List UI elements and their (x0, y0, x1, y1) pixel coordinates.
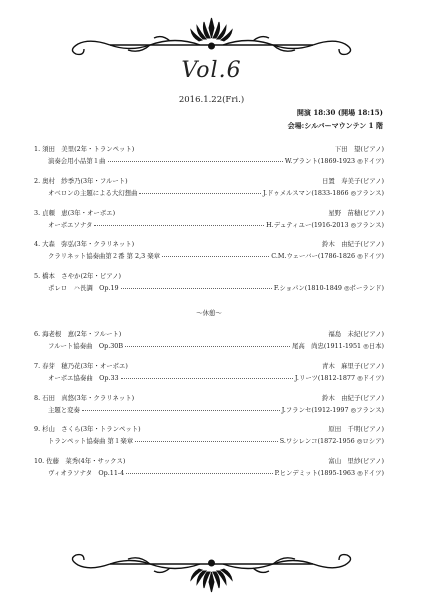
accompanist: 星野 苗穂(ピアノ) (328, 208, 384, 217)
leader-dots (121, 378, 293, 379)
leader-dots (162, 256, 269, 257)
performer: 3. 貞頼 恵(3年・オーボエ) (34, 208, 116, 217)
accompanist: 福島 未紀(ピアノ) (328, 329, 384, 338)
program-item (34, 331, 384, 363)
performer: 5. 橋本 さやか(2年・ピアノ) (34, 272, 121, 281)
composer: J.フランセ(1912-1997 ◎フランス) (281, 405, 384, 414)
top-ornament (50, 16, 373, 56)
work-title: 主題と変奏 (48, 405, 80, 414)
program-item (34, 210, 384, 242)
leader-dots (108, 161, 283, 162)
leader-dots (135, 441, 278, 442)
accompanist: 鈴木 由紀子(ピアノ) (322, 240, 384, 249)
accompanist: 原田 千明(ピアノ) (328, 425, 384, 434)
program-item (34, 426, 384, 458)
intermission: 〜休憩〜 (196, 308, 222, 317)
composer: F.ショパン(1810-1849 ◎ポーランド) (273, 284, 384, 293)
work-title: フルート協奏曲 Op.30B (48, 341, 124, 350)
program-item (34, 146, 384, 178)
program-item (34, 273, 384, 305)
performer: 10. 佐藤 菜秀(4年・サックス) (34, 457, 126, 466)
performer: 8. 石田 真悠(3年・クラリネット) (34, 393, 135, 402)
venue: 会場:シルバーマウンテン 1 階 (287, 121, 383, 130)
work-title: ポレロ ハ長調 Op.19 (48, 284, 119, 293)
leader-dots (139, 193, 261, 194)
volume-title: Vol.6 (181, 58, 242, 83)
accompanist: 下田 望(ピアノ) (334, 145, 384, 153)
performer: 7. 春芽 穂乃花(3年・オーボエ) (34, 361, 128, 370)
bottom-ornament (50, 552, 373, 594)
composer: W.ブラント(1869-1923 ◎ドイツ) (284, 157, 384, 165)
crown-motif (191, 569, 232, 592)
accompanist: 鈴木 由紀子(ピアノ) (322, 393, 384, 402)
program-item (34, 241, 384, 273)
leader-dots (126, 473, 272, 474)
work-title: オーボエ協奏曲 Op.33 (48, 373, 119, 382)
program-item (34, 363, 384, 395)
composer: J.リーツ(1812-1877 ◎ドイツ) (294, 373, 384, 382)
composer: C.M.ウェーバー(1786-1826 ◎ドイツ) (271, 252, 384, 261)
performer: 2. 奥村 紗季乃(3年・フルート) (34, 176, 128, 185)
program-item (34, 458, 384, 490)
work-title: オベロンの主題による大幻想曲 (48, 188, 138, 197)
program-list (34, 146, 384, 490)
work-title: 演奏会用小品第１曲 (48, 157, 106, 165)
composer: H.デュティユー(1916-2013 ◎フランス) (266, 220, 384, 229)
work-title: トランペット協奏曲 第１楽章 (48, 437, 134, 446)
performer: 1. 須田 美里(2年・トランペット) (34, 145, 135, 153)
program-item (34, 395, 384, 427)
composer: J.ドゥメルスマン(1833-1866 ◎フランス) (262, 188, 384, 197)
leader-dots (94, 225, 264, 226)
performer: 6. 海老根 恵(2年・フルート) (34, 329, 122, 338)
leader-dots (121, 288, 272, 289)
work-title: オーボエソナタ (48, 220, 93, 229)
work-title: ヴィオラソナタ Op.11-4 (48, 469, 125, 478)
work-title: クラリネット協奏曲第２番 第 2,3 楽章 (48, 252, 160, 261)
concert-date: 2016.1.22(Fri.) (178, 95, 245, 105)
leader-dots (82, 410, 280, 411)
start-time: 開演 18:30 (開場 18:15) (296, 108, 383, 117)
performer: 9. 杉山 さくら(3年・トランペット) (34, 425, 141, 434)
accompanist: 日置 寿美子(ピアノ) (322, 176, 384, 185)
composer: 尾高 尚忠(1911-1951 ◎日本) (291, 341, 384, 350)
performer: 4. 大森 弥弘(3年・クラリネット) (34, 240, 135, 249)
accompanist: 富山 里紗(ピアノ) (328, 457, 384, 466)
accompanist: 青木 麻里子(ピアノ) (322, 361, 384, 370)
crown-motif (191, 18, 232, 41)
composer: S.ワシレンコ(1872-1956 ◎ロシア) (279, 437, 384, 446)
program-item (34, 178, 384, 210)
leader-dots (125, 346, 290, 347)
composer: P.ヒンデミット(1895-1963 ◎ドイツ) (274, 469, 384, 478)
